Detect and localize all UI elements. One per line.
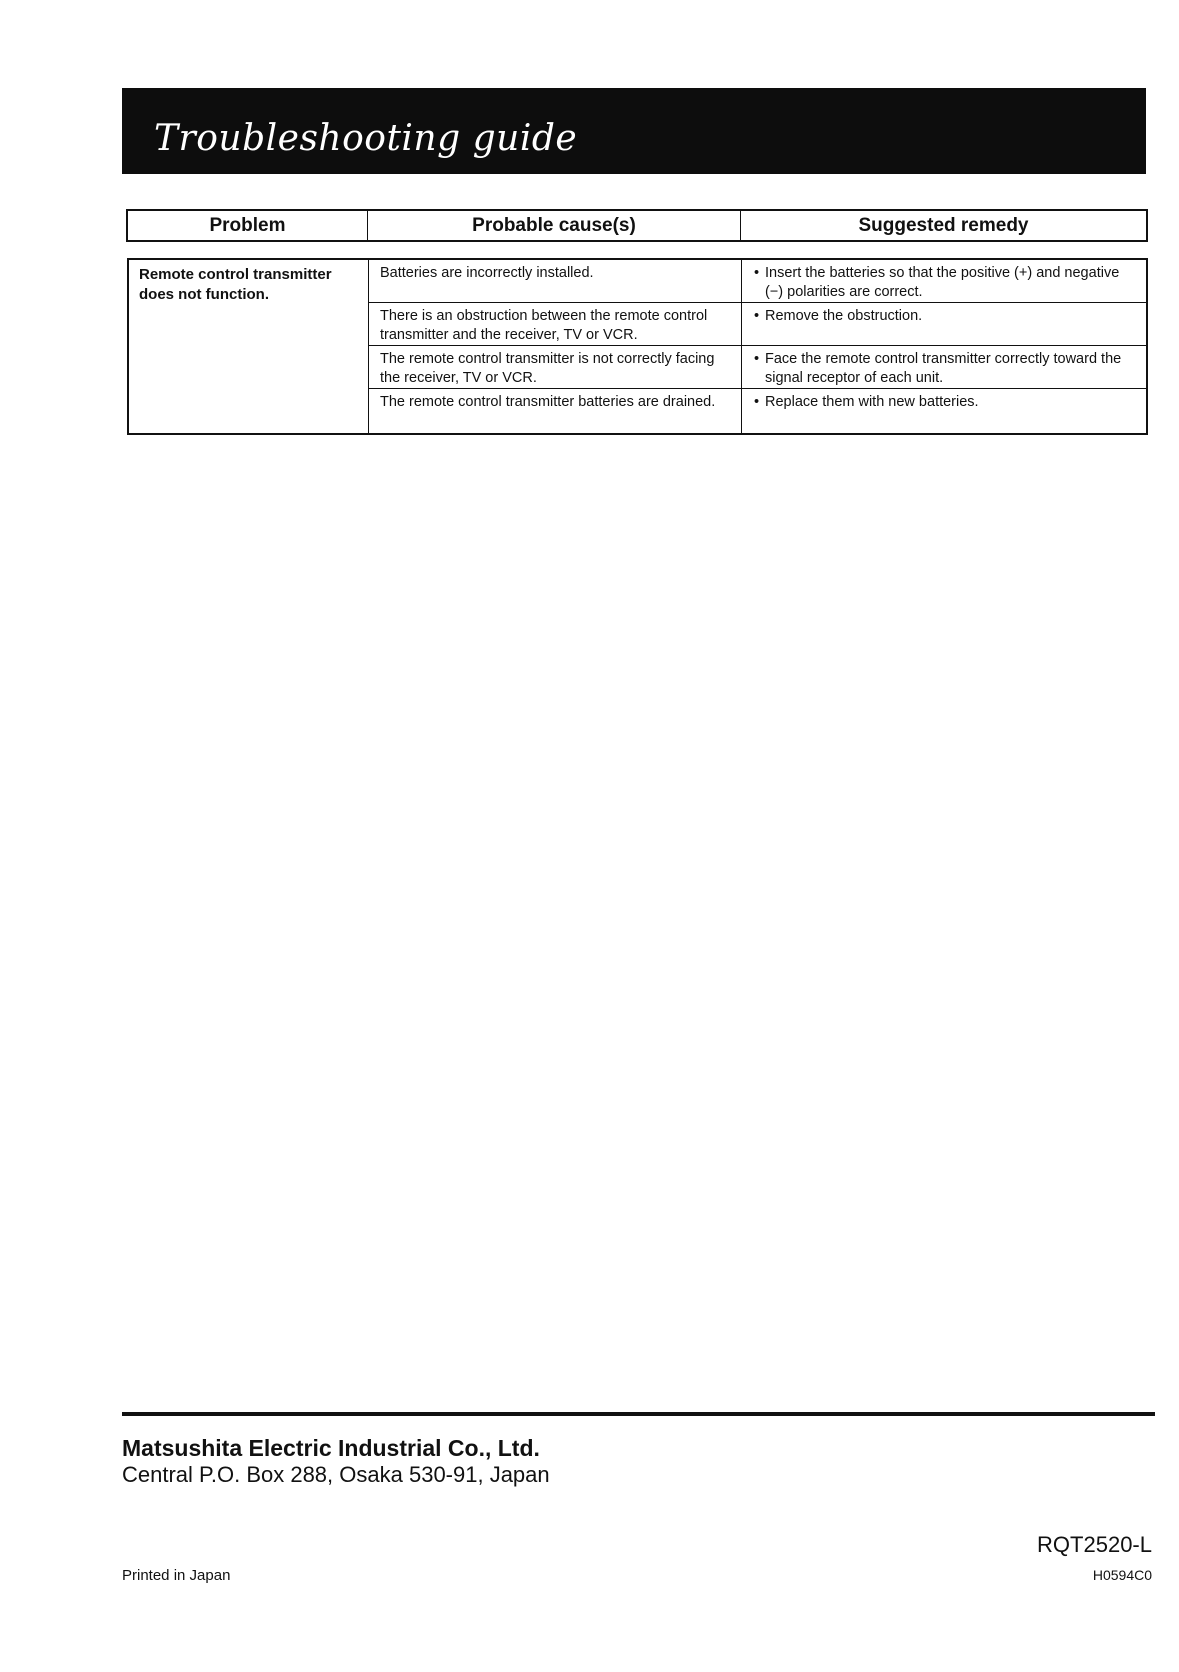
table-row [369, 260, 1146, 303]
cause-cell: Batteries are incorrectly installed. [369, 260, 742, 302]
remedy-cell [742, 303, 1146, 345]
company-name: Matsushita Electric Industrial Co., Ltd. [122, 1435, 540, 1461]
header-probable-causes: Probable cause(s) [368, 211, 741, 240]
title-banner [122, 88, 1146, 174]
bullet-icon: • [754, 351, 760, 367]
page-title: Troubleshooting guide [154, 118, 578, 159]
remedy-cell [742, 389, 1146, 433]
table-row [369, 389, 1146, 433]
remedy-text: Insert the batteries so that the positive (+) and negative (−) polarities are correct. [765, 265, 1120, 300]
remedy-text: Replace them with new batteries. [765, 394, 979, 410]
bullet-icon: • [754, 308, 760, 324]
remedy-text: Remove the obstruction. [765, 308, 923, 324]
cause-remedy-rows [369, 260, 1146, 433]
bullet-icon: • [754, 394, 760, 410]
problem-cell: Remote control transmitter does not function. [129, 260, 369, 433]
print-code: H0594C0 [1092, 1567, 1152, 1583]
header-suggested-remedy: Suggested remedy [858, 214, 1029, 236]
table-header [126, 209, 1148, 242]
table-row [369, 303, 1146, 346]
cause-cell: The remote control transmitter is not correctly facing the receiver, TV or VCR. [369, 346, 742, 388]
cause-cell: The remote control transmitter batteries are drained. [369, 389, 742, 433]
company-address: Central P.O. Box 288, Osaka 530-91, Japan [122, 1462, 550, 1487]
remedy-cell [742, 260, 1146, 302]
remedy-cell [742, 346, 1146, 388]
remedy-text: Face the remote control transmitter correctly toward the signal receptor of each unit. [765, 351, 1122, 386]
troubleshooting-table [127, 258, 1148, 435]
footer-divider [122, 1412, 1155, 1416]
bullet-icon: • [754, 265, 760, 281]
document-code: RQT2520-L [1037, 1532, 1152, 1557]
table-row [369, 346, 1146, 389]
header-problem: Problem [128, 211, 368, 240]
cause-cell: There is an obstruction between the remote control transmitter and the receiver, TV or VCR. [369, 303, 742, 345]
printed-in-label: Printed in Japan [122, 1567, 231, 1584]
